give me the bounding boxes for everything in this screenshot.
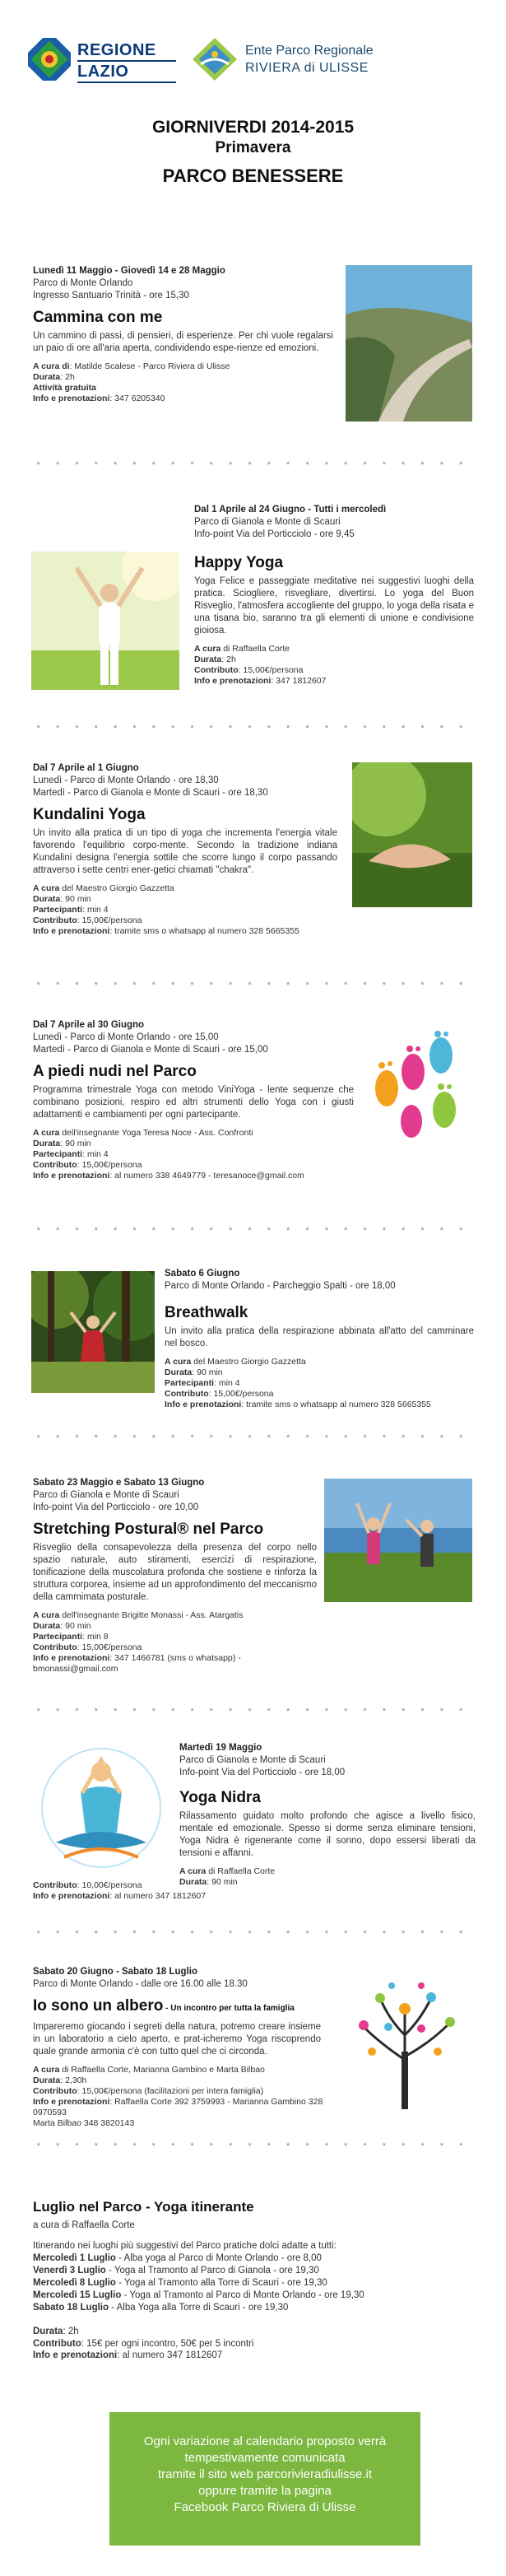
event-date: Sabato 20 Giugno - Sabato 18 Luglio	[33, 1967, 197, 1977]
page-title	[0, 117, 506, 189]
event-description: Un cammino di passi, di pensieri, di esperienze. Per chi vuole regalarsi un paio di ore all'aria aperta, condividendo espe-rienze ed emozioni.	[33, 330, 333, 353]
regione-lazio-logo	[28, 36, 184, 82]
event-list-item: Mercoledì 8 Luglio - Yoga al Tramonto alla Torre di Scauri - ore 19,30	[33, 2277, 327, 2288]
event-time: Ingresso Santuario Trinità - ore 15,30	[33, 290, 189, 300]
parco-line1: Ente Parco Regionale	[245, 44, 374, 58]
event-tuesday: Martedì - Parco di Gianola e Monte di Scauri - ore 15,00	[33, 1044, 268, 1055]
event-list-item: Sabato 18 Luglio - Alba Yoga alla Torre di Scauri - ore 19,30	[33, 2302, 289, 2313]
event-title: Cammina con me	[33, 308, 163, 326]
separator-stars: * * * * * * * * * * * * * * * * * * * * * * *	[36, 981, 470, 990]
event-meta-contributo: Contributo: 10,00€/persona Info e prenotazioni: al numero 347 1812607	[33, 1880, 207, 1901]
event-description: Yoga Felice e passeggiate meditative nei suggestivi luoghi della pratica. Sciogliere, risvegliare, divertirsi. Lo yoga del Buon Risveglio, l'atmosfera accogliente del gruppo, lo yoga della risata e una tisana bio, saranno tra gli elementi di unione e condivisione gioiosa.	[194, 575, 474, 636]
event-description: Programma trimestrale Yoga con metodo ViniYoga - lente sequenze che combinano posizioni, respiro ed altri strumenti dello Yoga con i giusti adattamenti e cambiamenti per ogni partecipante.	[33, 1084, 354, 1120]
event-title: Stretching Postural® nel Parco	[33, 1520, 264, 1538]
footer-notice	[109, 2412, 420, 2546]
event-date: Sabato 6 Giugno	[165, 1269, 240, 1279]
event-meta: A cura dell'insegnante Yoga Teresa Noce - Ass. Confronti Durata: 90 min Partecipanti: min 4 Contributo: 15,00€/persona Info e prenotazioni: al numero 338 4649779 - teresanoce@gmail.com	[33, 1127, 304, 1181]
event-title: Luglio nel Parco - Yoga itinerante	[33, 2199, 254, 2215]
event-location: Parco di Gianola e Monte di Scauri	[33, 1489, 179, 1500]
event-meta: A cura di Raffaella Corte Durata: 90 min	[179, 1866, 276, 1887]
footer-line2: tempestivamente comunicata	[184, 2451, 346, 2465]
event-monday: Lunedì - Parco di Monte Orlando - ore 15,00	[33, 1032, 219, 1042]
event-meta: A cura di: Matilde Scalese - Parco Riviera di Ulisse Durata: 2h Attività gratuita Info e prenotazioni: 347 6205340	[33, 361, 230, 403]
event-monday: Lunedì - Parco di Monte Orlando - ore 18,30	[33, 775, 219, 785]
separator-stars: * * * * * * * * * * * * * * * * * * * * * * *	[36, 1929, 470, 1939]
separator-stars: * * * * * * * * * * * * * * * * * * * * * * *	[36, 460, 470, 470]
lazio-line1: REGIONE	[77, 41, 156, 59]
event-date: Dal 7 Aprile al 1 Giugno	[33, 763, 139, 773]
event-title: Yoga Nidra	[179, 1788, 261, 1806]
event-title: A piedi nudi nel Parco	[33, 1062, 197, 1080]
event-location: Parco di Gianola e Monte di Scauri	[179, 1754, 326, 1765]
event-intro: Itinerando nei luoghi più suggestivi del Parco pratiche dolci adatte a tutti:	[33, 2240, 337, 2251]
event-list-item: Mercoledì 1 Luglio - Alba yoga al Parco di Monte Orlando - ore 8,00	[33, 2252, 322, 2263]
footer-line5: Facebook Parco Riviera di Ulisse	[174, 2500, 356, 2514]
event-meta: A cura del Maestro Giorgio Gazzetta Durata: 90 min Partecipanti: min 4 Contributo: 15,00€/persona Info e prenotazioni: tramite sms o whatsapp al numero 328 5665355	[165, 1356, 431, 1409]
footer-line4: oppure tramite la pagina	[198, 2484, 332, 2498]
event-meta-contributo: Contributo: 15€ per ogni incontro, 50€ per 5 incontri	[33, 2338, 254, 2349]
event-title: Io sono un albero - Un incontro per tutta la famiglia	[33, 1996, 295, 2015]
event-description: Un invito alla pratica della respirazione abbinata all'atto del camminare nel bosco.	[165, 1325, 474, 1349]
event-meta: A cura dell'insegnante Brigitte Monassi - Ass. Atargatis Durata: 90 min Partecipanti: min 8 Contributo: 15,00€/persona Info e prenotazioni: 347 1466781 (sms o whatsapp) - bmonassi@gmail.com	[33, 1609, 244, 1674]
parco-line2: RIVIERA di ULISSE	[245, 60, 369, 75]
lazio-divider	[77, 60, 176, 62]
event-location: Parco di Gianola e Monte di Scauri	[194, 516, 341, 527]
event-location: Parco di Monte Orlando	[33, 277, 133, 288]
parco-mark-icon	[191, 36, 239, 82]
event-date: Martedì 19 Maggio	[179, 1743, 262, 1753]
event-location: Parco di Monte Orlando - Parcheggio Spalti - ore 18,00	[165, 1280, 396, 1291]
event-time: Info-point Via del Porticciolo - ore 10,00	[33, 1502, 199, 1512]
event-time: Info-point Via del Porticciolo - ore 18,00	[179, 1767, 346, 1777]
separator-stars: * * * * * * * * * * * * * * * * * * * * * * *	[36, 1433, 470, 1443]
lazio-line2: LAZIO	[77, 63, 129, 81]
event-description: Un invito alla pratica di un tipo di yoga che incrementa l'energia vitale favorendo l'equilibrio corpo-mente. Secondo la tradizione indiana Kundalini designa l'energia sottile che scorre lungo il corpo passando attraverso i sette centri ener-getici chiamati "chakra".	[33, 827, 337, 875]
event-list-item: Venerdì 3 Luglio - Yoga al Tramonto al Parco di Gianola - ore 19,30	[33, 2265, 319, 2276]
event-meta: A cura di Raffaella Corte Durata: 2h Contributo: 15,00€/persona Info e prenotazioni: 347 1812607	[194, 643, 327, 686]
event-meta-duration: Durata: 2h	[33, 2326, 79, 2336]
event-date: Sabato 23 Maggio e Sabato 13 Giugno	[33, 1478, 205, 1488]
lotus-meditation-icon	[31, 1742, 171, 1874]
footer-line3: tramite il sito web parcorivieradiulisse.it	[157, 2467, 373, 2481]
title-line3: PARCO BENESSERE	[162, 165, 344, 186]
event-title: Happy Yoga	[194, 553, 284, 571]
title-line1: GIORNIVERDI 2014-2015	[151, 118, 355, 137]
separator-stars: * * * * * * * * * * * * * * * * * * * * * * *	[36, 1226, 470, 1236]
coastal-path-photo	[346, 265, 472, 422]
family-tree-icon	[339, 1977, 477, 2109]
lazio-emblem-icon	[28, 38, 71, 81]
event-list-item: Mercoledì 15 Luglio - Yoga al Tramonto al Parco di Monte Orlando - ore 19,30	[33, 2290, 364, 2300]
event-title: Breathwalk	[165, 1303, 248, 1321]
separator-stars: * * * * * * * * * * * * * * * * * * * * * * *	[36, 724, 470, 734]
event-date: Lunedì 11 Maggio - Giovedì 14 e 28 Maggio	[33, 266, 225, 276]
event-date: Dal 7 Aprile al 30 Giugno	[33, 1020, 145, 1030]
forest-walk-photo	[31, 1271, 155, 1393]
event-meta: A cura di Raffaella Corte, Marianna Gambino e Marta Bilbao Durata: 2,30h Contributo: 15,00€/persona (facilitazioni per intera famiglia) Info e prenotazioni: Raffaella Corte 392 3759993 - Marianna Gambino 328 0970593 Marta Bilbao 348 3820143	[33, 2064, 323, 2128]
event-meta-info: Info e prenotazioni: al numero 347 1812607	[33, 2350, 223, 2361]
event-title: Kundalini Yoga	[33, 805, 146, 823]
event-description: Impareremo giocando i segreti della natura, potremo creare insieme in un laboratorio a cielo aperto, e prat-icheremo Yoga riscoprendo quale grande armonia c'è con tutto quel che ci circonda.	[33, 2021, 321, 2057]
separator-stars: * * * * * * * * * * * * * * * * * * * * * * *	[36, 1707, 470, 1717]
woman-stretching-photo	[31, 552, 179, 690]
event-description: Rilassamento guidato molto profondo che agisce a livello fisico, mentale ed emozionale. Spesso si dorme senza eliminare tensioni, Yoga Nidra è rigenerante come il sonno, dopo essersi liberati da tensioni e affanni.	[179, 1810, 476, 1858]
group-stretching-photo	[324, 1479, 472, 1602]
event-description: Risveglio della consapevolezza della presenza del corpo nello spazio naturale, auto stiramenti, esercizi di respirazione, tonificazione della muscolatura profonda che sostiene e rinforza la struttura corporea, insieme ad un approfondimento del meccanismo della cammimata posturale.	[33, 1542, 317, 1602]
event-time: Info-point Via del Porticciolo - ore 9,45	[194, 529, 355, 539]
event-location: Parco di Monte Orlando - dalle ore 16.00 alle 18.30	[33, 1978, 248, 1989]
meditation-hand-photo	[352, 762, 472, 907]
title-line2: Primavera	[215, 139, 291, 156]
event-tuesday: Martedì - Parco di Gianola e Monte di Scauri - ore 18,30	[33, 787, 268, 798]
footprints-icon	[362, 1031, 477, 1146]
parco-riviera-logo	[191, 36, 471, 82]
header	[0, 36, 506, 86]
event-date: Dal 1 Aprile al 24 Giugno - Tutti i mercoledì	[194, 505, 387, 515]
event-curator: a cura di Raffaella Corte	[33, 2220, 135, 2230]
event-meta: A cura del Maestro Giorgio Gazzetta Durata: 90 min Partecipanti: min 4 Contributo: 15,00€/persona Info e prenotazioni: tramite sms o whatsapp al numero 328 5665355	[33, 883, 299, 936]
footer-line1: Ogni variazione al calendario proposto verrà	[143, 2434, 387, 2448]
lazio-divider-bottom	[77, 82, 176, 83]
separator-stars: * * * * * * * * * * * * * * * * * * * * * * *	[36, 2141, 470, 2151]
